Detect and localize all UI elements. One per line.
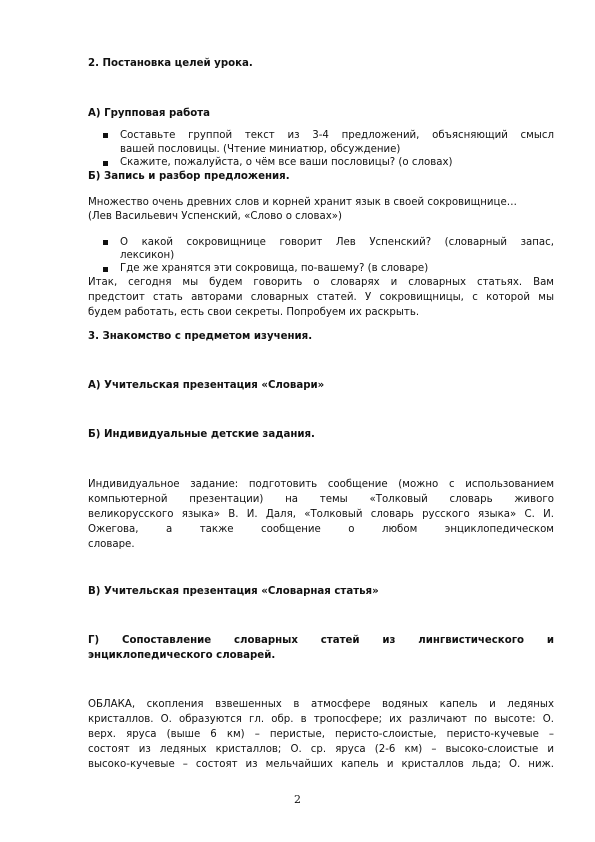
bullet-marker <box>103 267 108 272</box>
bullet-text: Составьте группой текст из 3-4 предложений, объясняющий смысл <box>120 130 554 141</box>
paragraph-line: кристаллов. О. образуются гл. обр. в тропосфере; их различают по высоте: О. <box>88 714 554 725</box>
paragraph-line: компьютерной презентации) на темы «Толковый словарь живого <box>88 494 554 505</box>
heading-subject-intro: 3. Знакомство с предметом изучения. <box>88 331 313 342</box>
bullet-text: О какой сокровищнице говорит Лев Успенский? (словарный запас, <box>120 237 554 248</box>
paragraph-line: верх. яруса (выше 6 км) – перистые, перисто-слоистые, перисто-кучевые – <box>88 729 554 740</box>
heading-goals: 2. Постановка целей урока. <box>88 58 253 69</box>
paragraph-line: Индивидуальное задание: подготовить сообщение (можно с использованием <box>88 479 554 490</box>
paragraph-line: состоят из ледяных кристаллов; О. ср. яруса (2-6 км) – высоко-слоистые и <box>88 744 554 755</box>
paragraph-line: Ожегова, а также сообщение о любом энциклопедическом <box>88 524 554 535</box>
heading-teacher-presentation: А) Учительская презентация «Словари» <box>88 380 325 391</box>
heading-comparison-continuation: энциклопедического словарей. <box>88 650 276 661</box>
paragraph-line: ОБЛАКА, скопления взвешенных в атмосфере водяных капель и ледяных <box>88 699 554 710</box>
paragraph-line: великорусского языка» В. И. Даля, «Толковый словарь русского языка» С. И. <box>88 509 554 520</box>
heading-individual-tasks: Б) Индивидуальные детские задания. <box>88 429 315 440</box>
heading-group-work: А) Групповая работа <box>88 108 211 119</box>
page-number: 2 <box>294 793 301 806</box>
quote-source: (Лев Васильевич Успенский, «Слово о словах») <box>88 211 343 222</box>
paragraph-line: Итак, сегодня мы будем говорить о словарях и словарных статьях. Вам <box>88 277 554 288</box>
paragraph-line: словаре. <box>88 539 135 550</box>
bullet-marker <box>103 161 108 166</box>
heading-dictionary-entry: В) Учительская презентация «Словарная статья» <box>88 586 379 597</box>
quote-text: Множество очень древних слов и корней хранит язык в своей сокровищнице… <box>88 197 517 208</box>
bullet-text-continuation: лексикон) <box>120 250 175 261</box>
bullet-marker <box>103 240 108 245</box>
paragraph-line: предстоит стать авторами словарных статей. У сокровищницы, с которой мы <box>88 292 554 303</box>
paragraph-line: будем работать, есть свои секреты. Попробуем их раскрыть. <box>88 307 420 318</box>
bullet-marker <box>103 133 108 138</box>
paragraph-line: высоко-кучевые – состоят из мельчайших капель и кристаллов льда; О. ниж. <box>88 759 554 770</box>
heading-comparison: Г) Сопоставление словарных статей из лингвистического и <box>88 635 554 646</box>
heading-sentence-analysis: Б) Запись и разбор предложения. <box>88 171 290 182</box>
bullet-text: Скажите, пожалуйста, о чём все ваши пословицы? (о словах) <box>120 157 453 168</box>
bullet-text-continuation: вашей пословицы. (Чтение миниатюр, обсуждение) <box>120 144 401 155</box>
bullet-text: Где же хранятся эти сокровища, по-вашему? (в словаре) <box>120 263 429 274</box>
